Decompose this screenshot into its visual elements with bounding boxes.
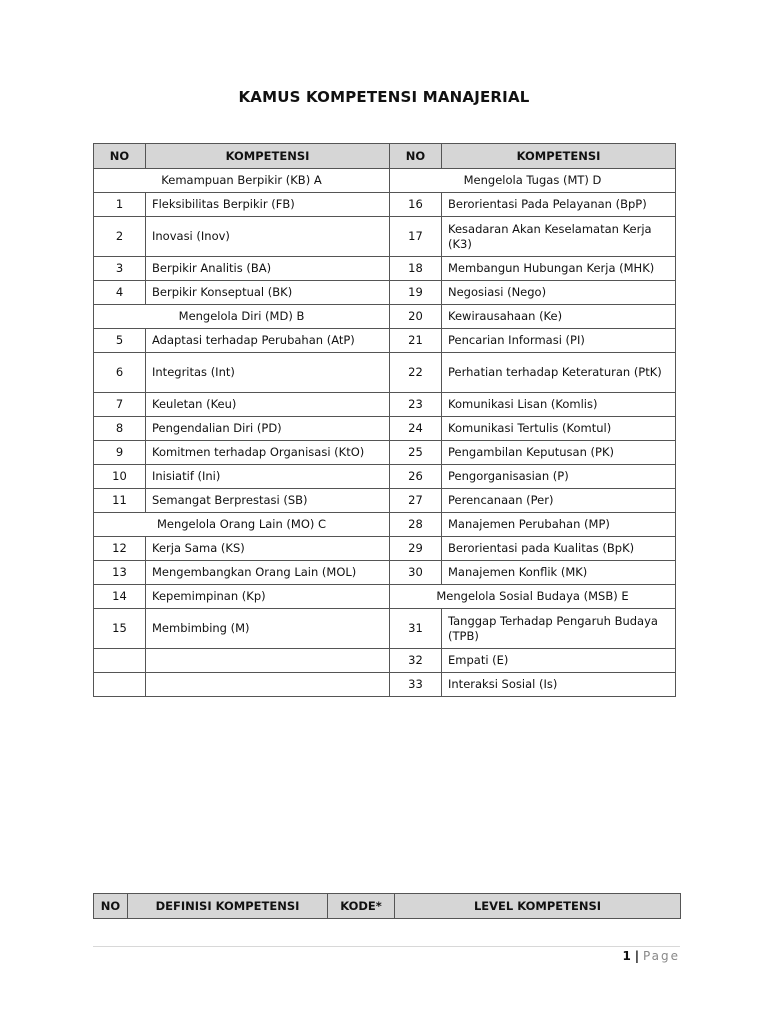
competency-name: Berpikir Analitis (BA) bbox=[146, 257, 390, 281]
table-row bbox=[94, 217, 676, 257]
competency-name bbox=[146, 673, 390, 697]
header-definisi: DEFINISI KOMPETENSI bbox=[128, 894, 328, 919]
competency-name: Pengendalian Diri (PD) bbox=[146, 417, 390, 441]
page-word: Page bbox=[642, 949, 680, 963]
row-number: 10 bbox=[94, 465, 146, 489]
competency-name: Pengorganisasian (P) bbox=[442, 465, 676, 489]
row-number: 11 bbox=[94, 489, 146, 513]
competency-name: Pencarian Informasi (PI) bbox=[442, 329, 676, 353]
competency-name: Kesadaran Akan Keselamatan Kerja (K3) bbox=[442, 217, 676, 257]
page-footer bbox=[623, 949, 680, 963]
table-row bbox=[94, 441, 676, 465]
competency-name: Inisiatif (Ini) bbox=[146, 465, 390, 489]
row-number: 16 bbox=[390, 193, 442, 217]
page-separator: | bbox=[634, 949, 640, 963]
row-number: 17 bbox=[390, 217, 442, 257]
competency-name: Fleksibilitas Berpikir (FB) bbox=[146, 193, 390, 217]
header-kode: KODE* bbox=[328, 894, 395, 919]
row-number: 24 bbox=[390, 417, 442, 441]
competency-name: Mengembangkan Orang Lain (MOL) bbox=[146, 561, 390, 585]
row-number: 27 bbox=[390, 489, 442, 513]
table-row bbox=[94, 513, 676, 537]
table-row bbox=[94, 465, 676, 489]
competency-name: Komitmen terhadap Organisasi (KtO) bbox=[146, 441, 390, 465]
competency-name: Manajemen Konflik (MK) bbox=[442, 561, 676, 585]
group-heading: Mengelola Tugas (MT) D bbox=[390, 169, 676, 193]
competency-name: Perhatian terhadap Keteraturan (PtK) bbox=[442, 353, 676, 393]
row-number: 1 bbox=[94, 193, 146, 217]
row-number: 7 bbox=[94, 393, 146, 417]
competency-name: Adaptasi terhadap Perubahan (AtP) bbox=[146, 329, 390, 353]
table-row bbox=[94, 561, 676, 585]
table-row bbox=[94, 193, 676, 217]
row-number: 14 bbox=[94, 585, 146, 609]
table-row bbox=[94, 281, 676, 305]
competency-name: Komunikasi Lisan (Komlis) bbox=[442, 393, 676, 417]
row-number: 5 bbox=[94, 329, 146, 353]
row-number: 22 bbox=[390, 353, 442, 393]
table-row bbox=[94, 649, 676, 673]
row-number: 3 bbox=[94, 257, 146, 281]
competency-name: Kepemimpinan (Kp) bbox=[146, 585, 390, 609]
table-header-row bbox=[94, 144, 676, 169]
row-number: 25 bbox=[390, 441, 442, 465]
competency-name: Keuletan (Keu) bbox=[146, 393, 390, 417]
table-row bbox=[94, 609, 676, 649]
group-heading: Mengelola Sosial Budaya (MSB) E bbox=[390, 585, 676, 609]
competency-name: Perencanaan (Per) bbox=[442, 489, 676, 513]
competency-name: Membangun Hubungan Kerja (MHK) bbox=[442, 257, 676, 281]
competency-name: Berorientasi Pada Pelayanan (BpP) bbox=[442, 193, 676, 217]
row-number: 6 bbox=[94, 353, 146, 393]
row-number: 28 bbox=[390, 513, 442, 537]
row-number: 13 bbox=[94, 561, 146, 585]
competency-name: Kewirausahaan (Ke) bbox=[442, 305, 676, 329]
table-row bbox=[94, 417, 676, 441]
competency-name: Interaksi Sosial (Is) bbox=[442, 673, 676, 697]
competency-name: Tanggap Terhadap Pengaruh Budaya (TPB) bbox=[442, 609, 676, 649]
header-no: NO bbox=[94, 894, 128, 919]
row-number: 19 bbox=[390, 281, 442, 305]
table-row bbox=[94, 353, 676, 393]
row-number: 9 bbox=[94, 441, 146, 465]
row-number: 2 bbox=[94, 217, 146, 257]
row-number: 18 bbox=[390, 257, 442, 281]
row-number: 32 bbox=[390, 649, 442, 673]
header-kompetensi-left: KOMPETENSI bbox=[146, 144, 390, 169]
row-number: 12 bbox=[94, 537, 146, 561]
footer-divider bbox=[93, 946, 680, 947]
row-number: 21 bbox=[390, 329, 442, 353]
competency-name: Berpikir Konseptual (BK) bbox=[146, 281, 390, 305]
competency-name: Negosiasi (Nego) bbox=[442, 281, 676, 305]
competency-name: Inovasi (Inov) bbox=[146, 217, 390, 257]
group-heading: Kemampuan Berpikir (KB) A bbox=[94, 169, 390, 193]
table-row bbox=[94, 673, 676, 697]
definition-header-row bbox=[94, 894, 681, 919]
header-level: LEVEL KOMPETENSI bbox=[395, 894, 681, 919]
competency-name: Pengambilan Keputusan (PK) bbox=[442, 441, 676, 465]
competency-name: Integritas (Int) bbox=[146, 353, 390, 393]
row-number bbox=[94, 673, 146, 697]
table-row bbox=[94, 393, 676, 417]
table-row bbox=[94, 489, 676, 513]
header-no-left: NO bbox=[94, 144, 146, 169]
row-number: 30 bbox=[390, 561, 442, 585]
header-no-right: NO bbox=[390, 144, 442, 169]
row-number: 31 bbox=[390, 609, 442, 649]
row-number bbox=[94, 649, 146, 673]
page-number: 1 bbox=[622, 949, 631, 963]
competency-name: Berorientasi pada Kualitas (BpK) bbox=[442, 537, 676, 561]
header-kompetensi-right: KOMPETENSI bbox=[442, 144, 676, 169]
competency-name bbox=[146, 649, 390, 673]
table-row bbox=[94, 585, 676, 609]
group-heading: Mengelola Orang Lain (MO) C bbox=[94, 513, 390, 537]
competency-table-body bbox=[94, 169, 676, 697]
table-row bbox=[94, 305, 676, 329]
competency-name: Komunikasi Tertulis (Komtul) bbox=[442, 417, 676, 441]
row-number: 15 bbox=[94, 609, 146, 649]
table-row bbox=[94, 257, 676, 281]
table-row bbox=[94, 537, 676, 561]
competency-name: Empati (E) bbox=[442, 649, 676, 673]
row-number: 23 bbox=[390, 393, 442, 417]
competency-name: Membimbing (M) bbox=[146, 609, 390, 649]
competency-name: Manajemen Perubahan (MP) bbox=[442, 513, 676, 537]
competency-name: Semangat Berprestasi (SB) bbox=[146, 489, 390, 513]
group-heading: Mengelola Diri (MD) B bbox=[94, 305, 390, 329]
table-row bbox=[94, 329, 676, 353]
row-number: 8 bbox=[94, 417, 146, 441]
table-row bbox=[94, 169, 676, 193]
definition-table bbox=[93, 893, 681, 919]
row-number: 33 bbox=[390, 673, 442, 697]
row-number: 29 bbox=[390, 537, 442, 561]
row-number: 20 bbox=[390, 305, 442, 329]
competency-table bbox=[93, 143, 676, 697]
row-number: 26 bbox=[390, 465, 442, 489]
page-title: KAMUS KOMPETENSI MANAJERIAL bbox=[238, 88, 530, 106]
row-number: 4 bbox=[94, 281, 146, 305]
competency-name: Kerja Sama (KS) bbox=[146, 537, 390, 561]
